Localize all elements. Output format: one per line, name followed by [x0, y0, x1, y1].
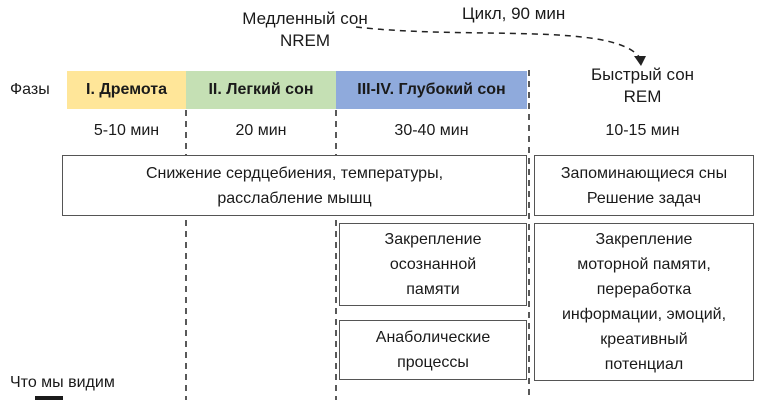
duration-deep-sleep: 30-40 мин: [394, 122, 469, 139]
phase-drowsiness: I. Дремота: [67, 71, 186, 109]
footer-label: Что мы видим: [10, 374, 115, 391]
phase-deep-sleep: III-IV. Глубокий сон: [336, 71, 527, 109]
box-deep-memory: Закрепление осознанной памяти: [339, 223, 527, 306]
duration-rem: 10-15 мин: [605, 122, 680, 139]
duration-drowsiness: 5-10 мин: [93, 122, 160, 139]
phases-label: Фазы: [10, 81, 50, 98]
box-rem-dreams: Запоминающиеся сны Решение задач: [534, 155, 754, 216]
box-nrem-general: Снижение сердцебиения, температуры, расслабление мышц: [62, 155, 527, 216]
nrem-title: Медленный сон NREM: [242, 9, 368, 50]
phase-light-sleep: II. Легкий сон: [186, 71, 336, 109]
rem-title: Быстрый сон REM: [590, 65, 695, 106]
cycle-arrow: [356, 27, 640, 58]
cycle-label: Цикл, 90 мин: [462, 4, 566, 23]
box-rem-memory: Закрепление моторной памяти, переработка информации, эмоций, креативный потенциал: [534, 223, 754, 381]
box-deep-anabolic: Анаболические процессы: [339, 320, 527, 380]
duration-light-sleep: 20 мин: [235, 122, 287, 139]
footer-cut-text: [35, 396, 63, 400]
